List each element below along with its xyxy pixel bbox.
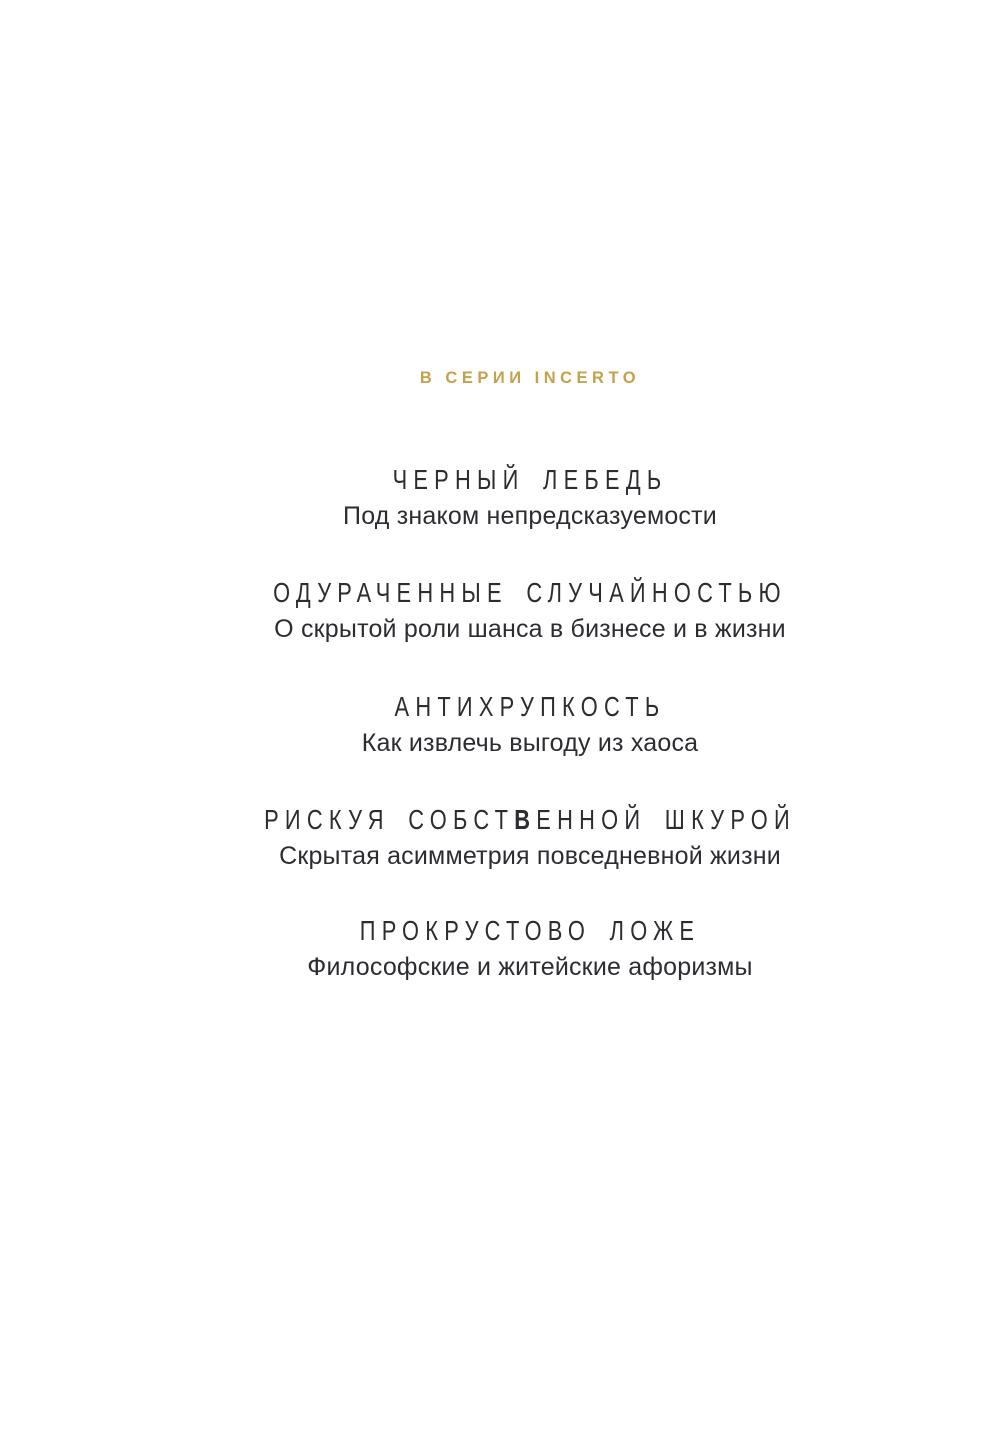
book-title-segment: ЕННОЙ ШКУРОЙ (536, 804, 796, 835)
book-entry (30, 916, 1000, 982)
book-title: ОДУРАЧЕННЫЕ СЛУЧАЙНОСТЬЮ (273, 577, 787, 608)
book-subtitle: Как извлечь выгоду из хаоса (361, 729, 699, 757)
book-title-segment: РИСКУЯ СОБСТ (264, 804, 515, 835)
book-title (140, 805, 920, 835)
book-title: ЧЕРНЫЙ ЛЕБЕДЬ (392, 464, 668, 495)
book-subtitle: Скрытая асимметрия повседневной жизни (279, 842, 781, 870)
book-title: АНТИХРУПКОСТЬ (394, 691, 666, 722)
book-subtitle: О скрытой роли шанса в бизнесе и в жизни (274, 615, 786, 643)
book-entry (30, 465, 1000, 531)
series-header: В СЕРИИ INCERTO (419, 369, 641, 387)
book-title-bold-letter: В (514, 804, 537, 835)
book-entry (30, 692, 1000, 758)
book-entry (30, 805, 1000, 871)
series-list (30, 0, 1000, 1441)
book-entry (30, 578, 1000, 644)
book-subtitle: Философские и житейские афоризмы (307, 953, 753, 981)
book-subtitle: Под знаком непредсказуемости (343, 502, 717, 530)
book-title: ПРОКРУСТОВО ЛОЖЕ (359, 915, 701, 946)
